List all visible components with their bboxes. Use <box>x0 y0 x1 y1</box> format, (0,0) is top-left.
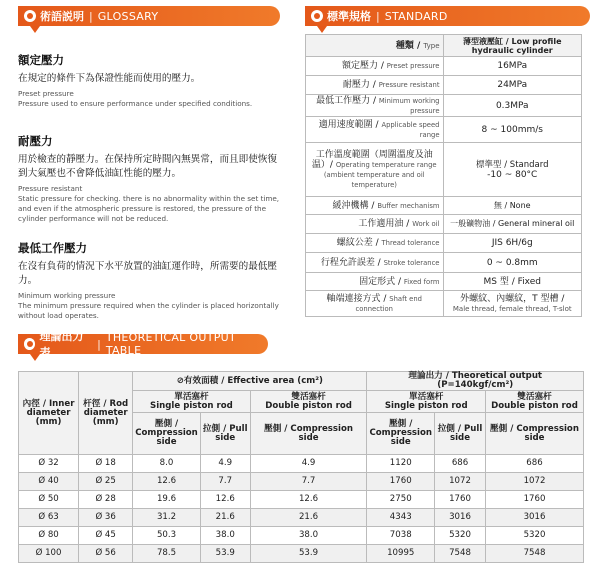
type-column-header: 種類 / Type <box>306 35 444 57</box>
glossary-en-term: Pressure resistant <box>18 184 83 193</box>
inner-diameter-header: 內徑 / Inner diameter (mm) <box>19 372 79 455</box>
double-rod-header: 雙活塞杆 Double piston rod <box>486 391 584 413</box>
circle-icon: ⊘ <box>176 375 184 386</box>
standard-header-en: STANDARD <box>384 9 448 23</box>
standard-table <box>305 34 582 317</box>
single-rod-header: 單活塞杆 Single piston rod <box>367 391 486 413</box>
glossary-en-desc: Pressure used to ensure performance under specified conditions. <box>18 99 253 108</box>
compression-header: 壓側 / Compression side <box>486 413 584 455</box>
table-row: Ø 63 Ø 36 31.2 21.6 21.6 4343 3016 3016 <box>19 509 584 527</box>
glossary-item <box>18 240 283 321</box>
glossary-item <box>18 133 283 224</box>
spec-value: 8 ~ 100mm/s <box>443 117 582 143</box>
header-pointer <box>317 26 327 33</box>
glossary-en-term: Minimum working pressure <box>18 291 116 300</box>
table-row: Ø 100 Ø 56 78.5 53.9 53.9 10995 7548 7548 <box>19 545 584 563</box>
compression-header: 壓側 / Compression side <box>367 413 435 455</box>
output-header-en: THEORETICAL OUTPUT TABLE <box>105 331 237 357</box>
spec-label: 行程允許誤差 / Stroke tolerance <box>306 253 444 273</box>
spec-label: 工作適用油 / Work oil <box>306 215 444 234</box>
pull-header: 拉側 / Pull side <box>200 413 250 455</box>
glossary-en-desc: The minimum pressure required when the cylinder is placed horizontally without load operates. <box>18 301 279 320</box>
spec-label: 適用速度範圍 / Applicable speed range <box>306 117 444 143</box>
glossary-header-en: GLOSSARY <box>97 9 159 23</box>
gear-icon <box>24 338 35 350</box>
glossary-term: 最低工作壓力 <box>18 241 87 255</box>
spec-value: 外螺紋、內螺紋，T 型槽 / Male thread, female thread, T-slot <box>443 291 582 317</box>
table-row: Ø 40 Ø 25 12.6 7.7 7.7 1760 1072 1072 <box>19 473 584 491</box>
table-row: Ø 32 Ø 18 8.0 4.9 4.9 1120 686 686 <box>19 455 584 473</box>
rod-diameter-header: 杆徑 / Rod diameter (mm) <box>79 372 133 455</box>
output-header: 理論出力表 | THEORETICAL OUTPUT TABLE <box>18 334 268 354</box>
spec-label: 耐壓力 / Pressure resistant <box>306 76 444 95</box>
spec-value: 標準型 / Standard -10 ~ 80°C <box>443 143 582 197</box>
table-row: Ø 50 Ø 28 19.6 12.6 12.6 2750 1760 1760 <box>19 491 584 509</box>
spec-value: 0 ~ 0.8mm <box>443 253 582 273</box>
glossary-header: 術語説明 | GLOSSARY <box>18 6 280 26</box>
gear-icon <box>24 10 36 22</box>
spec-label: 最低工作壓力 / Minimum working pressure <box>306 95 444 117</box>
compression-header: 壓側 / Compression side <box>250 413 367 455</box>
standard-header: 標準規格 | STANDARD <box>305 6 590 26</box>
area-header: ⊘有效面積 / Effective area (cm²) <box>133 372 367 391</box>
compression-header: 壓側 / Compression side <box>133 413 201 455</box>
glossary-header-zh: 術語説明 <box>40 10 84 23</box>
spec-value: MS 型 / Fixed <box>443 273 582 291</box>
spec-label: 螺紋公差 / Thread tolerance <box>306 234 444 253</box>
single-rod-header: 單活塞杆 Single piston rod <box>133 391 250 413</box>
output-force-header: 理論出力 / Theoretical output (P=140kgf/cm²) <box>367 372 584 391</box>
glossary-en-desc: Static pressure for checking. there is no abnormality within the set time, and even if the atmospheric pressure is restored, the pressure of the cylinder performance will not be reduced. <box>18 194 280 223</box>
spec-value: 16MPa <box>443 57 582 76</box>
header-pointer <box>30 26 40 33</box>
spec-value: 0.3MPa <box>443 95 582 117</box>
header-pointer <box>30 354 40 361</box>
spec-value: 一般礦物油 / General mineral oil <box>443 215 582 234</box>
glossary-item <box>18 52 283 109</box>
glossary-term: 額定壓力 <box>18 53 64 67</box>
glossary-term: 耐壓力 <box>18 134 53 148</box>
spec-label: 額定壓力 / Preset pressure <box>306 57 444 76</box>
spec-value: JIS 6H/6g <box>443 234 582 253</box>
glossary-zh: 在規定的條件下為保證性能而使用的壓力。 <box>18 73 201 84</box>
glossary-zh: 用於檢查的靜壓力。在保持所定時間內無異常，而且即使恢復到大氣壓也不會降低油缸性能的壓力。 <box>18 154 278 179</box>
spec-label: 軸端連接方式 / Shaft end connection <box>306 291 444 317</box>
table-row: Ø 80 Ø 45 50.3 38.0 38.0 7038 5320 5320 <box>19 527 584 545</box>
output-header-zh: 理論出力表 <box>39 330 84 359</box>
glossary-zh: 在沒有負荷的情況下水平放置的油缸運作時，所需要的最低壓力。 <box>18 261 278 286</box>
double-rod-header: 雙活塞杆 Double piston rod <box>250 391 367 413</box>
value-column-header: 薄型液壓缸 / Low profile hydraulic cylinder <box>443 35 582 57</box>
spec-value: 24MPa <box>443 76 582 95</box>
gear-icon <box>311 10 323 22</box>
pull-header: 拉側 / Pull side <box>435 413 486 455</box>
standard-header-zh: 標準規格 <box>327 10 371 23</box>
spec-label: 緩沖機構 / Buffer mechanism <box>306 197 444 215</box>
output-table <box>18 371 584 563</box>
spec-value: 無 / None <box>443 197 582 215</box>
glossary-en-term: Preset pressure <box>18 89 74 98</box>
spec-label: 固定形式 / Fixed form <box>306 273 444 291</box>
spec-label: 工作溫度範圍（周圍溫度及油温）/ Operating temperature range (ambient temperature and oil temperature) <box>306 143 444 197</box>
